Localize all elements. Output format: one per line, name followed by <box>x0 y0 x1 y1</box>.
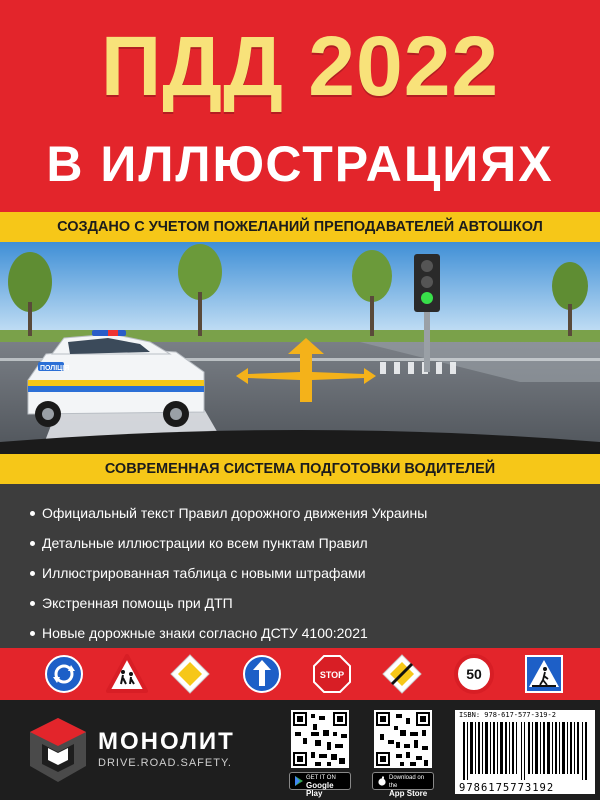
publisher-name: МОНОЛИТ <box>98 728 235 755</box>
speed-limit-text: 50 <box>466 666 482 682</box>
road-illustration <box>0 242 600 454</box>
barcode-number: 9786175773192 <box>459 782 555 794</box>
google-play-badge[interactable] <box>289 772 351 798</box>
speed-limit-sign-icon <box>454 654 494 694</box>
stop-sign-icon <box>312 654 352 694</box>
ahead-only-sign-icon <box>242 654 282 694</box>
apple-icon <box>377 776 387 786</box>
stop-sign-text: STOP <box>319 670 345 680</box>
app-store-badge[interactable] <box>372 772 434 798</box>
google-play-qr-code[interactable] <box>291 710 349 768</box>
barcode-icon <box>463 722 587 780</box>
title-line-2: В ИЛЛЮСТРАЦИЯХ <box>46 136 554 192</box>
subtitle-strip: СОЗДАНО С УЧЕТОМ ПОЖЕЛАНИЙ ПРЕПОДАВАТЕЛЕЙ АВТОШКОЛ <box>0 212 600 242</box>
feature-item: Экстренная помощь при ДТП <box>42 588 600 618</box>
app-store-small-text: Download on the <box>389 775 425 789</box>
google-play-small-text: GET IT ON <box>306 775 336 781</box>
children-warning-sign-icon <box>106 654 148 694</box>
police-label: ПОЛІЦІЯ <box>40 365 70 372</box>
feature-item: Новые дорожные знаки согласно ДСТУ 4100:2021 <box>42 618 600 648</box>
road-signs-strip <box>0 648 600 700</box>
priority-road-sign-icon <box>170 654 210 694</box>
tagline-strip: СОВРЕМЕННАЯ СИСТЕМА ПОДГОТОВКИ ВОДИТЕЛЕЙ <box>0 454 600 484</box>
features-panel <box>0 484 600 648</box>
app-store-big-text: App Store <box>389 789 428 798</box>
isbn-barcode-block <box>455 710 595 794</box>
publisher-tagline: DRIVE.ROAD.SAFETY. <box>98 757 232 769</box>
feature-item: Детальные иллюстрации ко всем пунктам Правил <box>42 528 600 558</box>
feature-item: Иллюстрированная таблица с новыми штрафами <box>42 558 600 588</box>
pedestrian-crossing-sign-icon <box>524 654 564 694</box>
feature-item: Официальный текст Правил дорожного движения Украины <box>42 498 600 528</box>
publisher-panel <box>0 700 600 800</box>
publisher-logo-icon <box>28 716 88 786</box>
features-list <box>0 484 600 648</box>
google-play-big-text: Google Play <box>306 781 334 798</box>
app-store-qr-code[interactable] <box>374 710 432 768</box>
end-of-priority-sign-icon <box>382 654 422 694</box>
title-line-1: ПДД 2022 <box>100 19 500 113</box>
title-panel <box>0 0 600 212</box>
roundabout-sign-icon <box>44 654 84 694</box>
isbn-label: ISBN: 978-617-577-319-2 <box>459 711 556 719</box>
google-play-icon <box>294 776 304 786</box>
